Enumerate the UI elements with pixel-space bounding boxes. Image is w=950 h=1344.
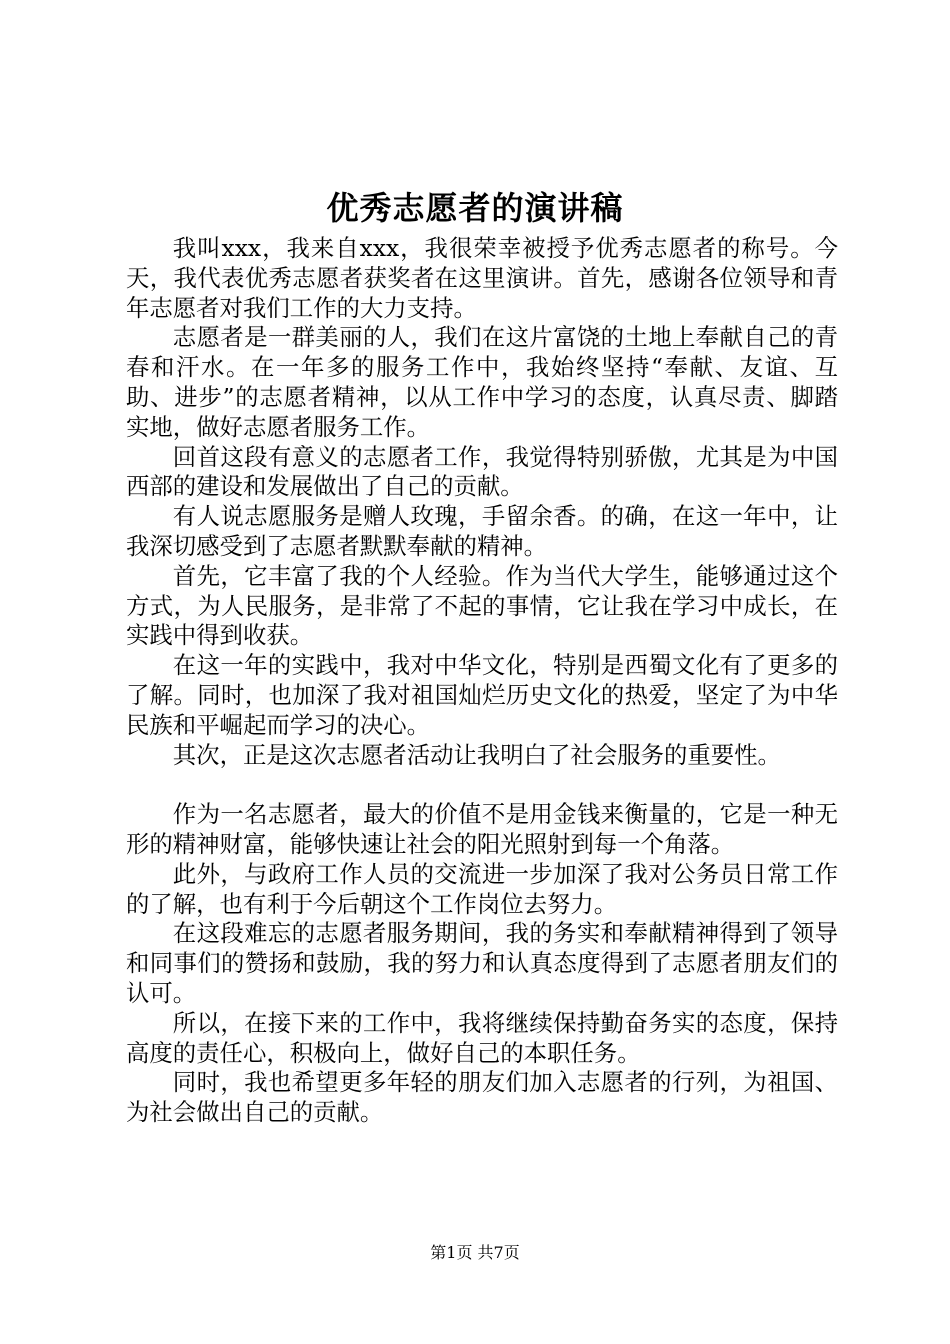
paragraph: 回首这段有意义的志愿者工作，我觉得特别骄傲，尤其是为中国西部的建设和发展做出了自己的贡献。: [126, 442, 838, 501]
paragraph: 作为一名志愿者，最大的价值不是用金钱来衡量的，它是一种无形的精神财富，能够快速让社会的阳光照射到每一个角落。: [126, 800, 838, 858]
paragraph: 此外，与政府工作人员的交流进一步加深了我对公务员日常工作的了解，也有利于今后朝这个工作岗位去努力。: [126, 859, 838, 918]
paragraph: 首先，它丰富了我的个人经验。作为当代大学生，能够通过这个方式，为人民服务，是非常了不起的事情，它让我在学习中成长，在实践中得到收获。: [126, 561, 838, 650]
document-title: 优秀志愿者的演讲稿: [326, 189, 624, 227]
paragraph: 我叫xxx，我来自xxx，我很荣幸被授予优秀志愿者的称号。今天，我代表优秀志愿者获奖者在这里演讲。首先，感谢各位领导和青年志愿者对我们工作的大力支持。: [126, 234, 838, 322]
paragraph: 同时，我也希望更多年轻的朋友们加入志愿者的行列，为祖国、为社会做出自己的贡献。: [126, 1068, 838, 1127]
page-footer: 第1页 共7页: [430, 1243, 520, 1262]
paragraph: 在这段难忘的志愿者服务期间，我的务实和奉献精神得到了领导和同事们的赞扬和鼓励，我的努力和认真态度得到了志愿者朋友们的认可。: [126, 919, 838, 1007]
paragraph: 其次，正是这次志愿者活动让我明白了社会服务的重要性。: [172, 740, 781, 769]
blank-line: [126, 770, 838, 800]
paragraph: 在这一年的实践中，我对中华文化，特别是西蜀文化有了更多的了解。同时，也加深了我对祖国灿烂历史文化的热爱，坚定了为中华民族和平崛起而学习的决心。: [126, 651, 838, 739]
paragraph: 有人说志愿服务是赠人玫瑰，手留余香。的确，在这一年中，让我深切感受到了志愿者默默奉献的精神。: [126, 502, 838, 560]
document-body: [126, 234, 838, 1128]
paragraph: 志愿者是一群美丽的人，我们在这片富饶的土地上奉献自己的青春和汗水。在一年多的服务工作中，我始终坚持“奉献、友谊、互助、进步”的志愿者精神，以从工作中学习的态度，认真尽责、脚踏实地，做好志愿者服务工作。: [126, 323, 838, 441]
paragraph: 所以，在接下来的工作中，我将继续保持勤奋务实的态度，保持高度的责任心，积极向上，做好自己的本职任务。: [126, 1008, 838, 1067]
